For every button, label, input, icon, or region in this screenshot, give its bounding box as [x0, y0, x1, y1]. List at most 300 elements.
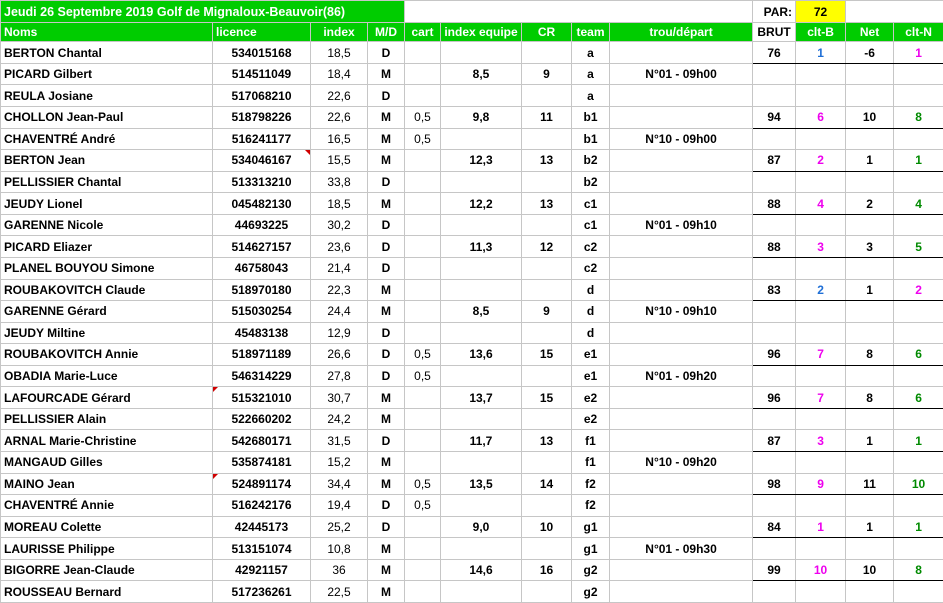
cell-cltn[interactable] — [894, 214, 943, 236]
cell-idxe[interactable]: 13,5 — [441, 473, 522, 495]
cell-idxe[interactable]: 9,0 — [441, 516, 522, 538]
cell-brut[interactable]: 96 — [753, 387, 796, 409]
cell-team[interactable]: f1 — [572, 430, 610, 452]
cell-cltb[interactable] — [796, 171, 846, 193]
cell-trou[interactable] — [610, 408, 753, 430]
cell-cr[interactable]: 15 — [522, 387, 572, 409]
cell-idx[interactable]: 22,6 — [311, 107, 368, 129]
cell-md[interactable]: M — [368, 128, 405, 150]
cell-md[interactable]: D — [368, 257, 405, 279]
cell-name[interactable]: PICARD Eliazer — [1, 236, 213, 258]
cell-brut[interactable]: 99 — [753, 559, 796, 581]
cell-md[interactable]: M — [368, 63, 405, 85]
cell-lic[interactable]: 542680171 — [213, 430, 311, 452]
cell-cltn[interactable]: 6 — [894, 344, 943, 366]
cell-cr[interactable]: 13 — [522, 150, 572, 172]
cell-cart[interactable] — [405, 538, 441, 560]
cell-idx[interactable]: 19,4 — [311, 495, 368, 517]
col-header-cart[interactable]: cart — [405, 23, 441, 42]
cell-md[interactable]: M — [368, 301, 405, 323]
cell-lic[interactable]: 546314229 — [213, 365, 311, 387]
cell-team[interactable]: d — [572, 279, 610, 301]
col-header-licence[interactable]: licence — [213, 23, 311, 42]
cell-cart[interactable] — [405, 193, 441, 215]
cell-net[interactable] — [846, 408, 894, 430]
cell-md[interactable]: D — [368, 171, 405, 193]
cell-trou[interactable] — [610, 236, 753, 258]
cell-name[interactable]: CHOLLON Jean-Paul — [1, 107, 213, 129]
cell-lic[interactable]: 42921157 — [213, 559, 311, 581]
cell-cr[interactable] — [522, 538, 572, 560]
cell-md[interactable]: D — [368, 322, 405, 344]
cell-cltb[interactable] — [796, 365, 846, 387]
cell-idx[interactable]: 12,9 — [311, 322, 368, 344]
cell-md[interactable]: M — [368, 581, 405, 603]
cell-trou[interactable] — [610, 473, 753, 495]
cell-lic[interactable]: 46758043 — [213, 257, 311, 279]
cell-lic[interactable]: 518798226 — [213, 107, 311, 129]
cell-trou[interactable]: N°01 - 09h20 — [610, 365, 753, 387]
cell-idx[interactable]: 15,5 — [311, 150, 368, 172]
cell-cart[interactable]: 0,5 — [405, 365, 441, 387]
cell-trou[interactable] — [610, 430, 753, 452]
cell-net[interactable]: 3 — [846, 236, 894, 258]
cell-cltn[interactable] — [894, 128, 943, 150]
par-label[interactable]: PAR: — [753, 1, 796, 23]
cell-brut[interactable]: 87 — [753, 430, 796, 452]
cell-cart[interactable]: 0,5 — [405, 344, 441, 366]
cell-brut[interactable] — [753, 452, 796, 474]
cell-cltn[interactable]: 1 — [894, 430, 943, 452]
cell-idxe[interactable] — [441, 171, 522, 193]
cell-cart[interactable] — [405, 408, 441, 430]
cell-brut[interactable] — [753, 214, 796, 236]
cell-idxe[interactable] — [441, 279, 522, 301]
cell-cltb[interactable]: 7 — [796, 344, 846, 366]
cell-team[interactable]: e1 — [572, 344, 610, 366]
cell-lic[interactable]: 517236261 — [213, 581, 311, 603]
cell-trou[interactable] — [610, 322, 753, 344]
cell-cart[interactable] — [405, 559, 441, 581]
cell-md[interactable]: M — [368, 452, 405, 474]
cell-idx[interactable]: 36 — [311, 559, 368, 581]
cell-cltn[interactable]: 1 — [894, 516, 943, 538]
cell-cltn[interactable] — [894, 63, 943, 85]
cell-idx[interactable]: 18,4 — [311, 63, 368, 85]
cell-idxe[interactable]: 11,3 — [441, 236, 522, 258]
cell-cltb[interactable] — [796, 257, 846, 279]
cell-team[interactable]: a — [572, 42, 610, 64]
cell-lic[interactable]: 45483138 — [213, 322, 311, 344]
cell-cltn[interactable] — [894, 365, 943, 387]
cell-md[interactable]: D — [368, 516, 405, 538]
cell-idx[interactable]: 21,4 — [311, 257, 368, 279]
cell-brut[interactable] — [753, 128, 796, 150]
cell-team[interactable]: g1 — [572, 538, 610, 560]
cell-team[interactable]: f2 — [572, 473, 610, 495]
cell-lic[interactable]: 514511049 — [213, 63, 311, 85]
cell-trou[interactable] — [610, 171, 753, 193]
cell-cr[interactable]: 9 — [522, 63, 572, 85]
cell-trou[interactable] — [610, 85, 753, 107]
cell-team[interactable]: b2 — [572, 171, 610, 193]
cell-cltn[interactable] — [894, 581, 943, 603]
cell-net[interactable]: 1 — [846, 430, 894, 452]
cell-lic[interactable]: 515030254 — [213, 301, 311, 323]
cell-name[interactable]: CHAVENTRÉ Annie — [1, 495, 213, 517]
cell-cltb[interactable]: 3 — [796, 236, 846, 258]
cell-md[interactable]: D — [368, 430, 405, 452]
cell-trou[interactable] — [610, 279, 753, 301]
cell-name[interactable]: ROUBAKOVITCH Annie — [1, 344, 213, 366]
cell-net[interactable] — [846, 538, 894, 560]
cell-cltn[interactable]: 5 — [894, 236, 943, 258]
cell-cltb[interactable]: 1 — [796, 516, 846, 538]
cell-cr[interactable]: 13 — [522, 193, 572, 215]
title-spacer[interactable] — [405, 1, 753, 23]
cell-cr[interactable] — [522, 257, 572, 279]
cell-cltn[interactable]: 8 — [894, 559, 943, 581]
cell-md[interactable]: M — [368, 473, 405, 495]
cell-md[interactable]: M — [368, 193, 405, 215]
cell-cltn[interactable]: 6 — [894, 387, 943, 409]
cell-trou[interactable]: N°10 - 09h20 — [610, 452, 753, 474]
cell-md[interactable]: M — [368, 279, 405, 301]
cell-trou[interactable]: N°01 - 09h30 — [610, 538, 753, 560]
cell-lic[interactable]: 534046167 — [213, 150, 311, 172]
cell-brut[interactable]: 76 — [753, 42, 796, 64]
cell-lic[interactable]: 514627157 — [213, 236, 311, 258]
cell-md[interactable]: M — [368, 150, 405, 172]
cell-lic[interactable]: 515321010 — [213, 387, 311, 409]
cell-lic[interactable]: 535874181 — [213, 452, 311, 474]
cell-idxe[interactable] — [441, 452, 522, 474]
cell-cltn[interactable] — [894, 322, 943, 344]
cell-idxe[interactable] — [441, 257, 522, 279]
cell-cltn[interactable] — [894, 85, 943, 107]
cell-idxe[interactable] — [441, 495, 522, 517]
cell-idx[interactable]: 22,5 — [311, 581, 368, 603]
cell-name[interactable]: LAFOURCADE Gérard — [1, 387, 213, 409]
cell-net[interactable] — [846, 581, 894, 603]
cell-trou[interactable] — [610, 150, 753, 172]
col-header-cltn[interactable]: clt-N — [894, 23, 943, 42]
cell-lic[interactable]: 42445173 — [213, 516, 311, 538]
cell-md[interactable]: D — [368, 42, 405, 64]
cell-cr[interactable] — [522, 322, 572, 344]
cell-cart[interactable] — [405, 236, 441, 258]
col-header-cr[interactable]: CR — [522, 23, 572, 42]
cell-trou[interactable]: N°01 - 09h10 — [610, 214, 753, 236]
cell-brut[interactable] — [753, 538, 796, 560]
col-header-net[interactable]: Net — [846, 23, 894, 42]
cell-md[interactable]: D — [368, 344, 405, 366]
cell-md[interactable]: D — [368, 214, 405, 236]
cell-trou[interactable] — [610, 42, 753, 64]
col-header-trou[interactable]: trou/départ — [610, 23, 753, 42]
cell-cart[interactable]: 0,5 — [405, 107, 441, 129]
cell-brut[interactable]: 87 — [753, 150, 796, 172]
cell-idxe[interactable] — [441, 581, 522, 603]
cell-idx[interactable]: 30,2 — [311, 214, 368, 236]
cell-cart[interactable] — [405, 322, 441, 344]
cell-cart[interactable]: 0,5 — [405, 495, 441, 517]
cell-idxe[interactable]: 8,5 — [441, 301, 522, 323]
col-header-brut[interactable]: BRUT — [753, 23, 796, 42]
cell-cr[interactable]: 9 — [522, 301, 572, 323]
cell-lic[interactable]: 517068210 — [213, 85, 311, 107]
cell-trou[interactable] — [610, 107, 753, 129]
cell-name[interactable]: PICARD Gilbert — [1, 63, 213, 85]
col-header-md[interactable]: M/D — [368, 23, 405, 42]
cell-name[interactable]: PELLISSIER Chantal — [1, 171, 213, 193]
cell-cart[interactable] — [405, 581, 441, 603]
cell-cr[interactable] — [522, 365, 572, 387]
cell-cltn[interactable] — [894, 538, 943, 560]
cell-trou[interactable]: N°10 - 09h10 — [610, 301, 753, 323]
cell-lic[interactable]: 524891174 — [213, 473, 311, 495]
cell-idxe[interactable]: 12,2 — [441, 193, 522, 215]
cell-idx[interactable]: 31,5 — [311, 430, 368, 452]
cell-name[interactable]: ARNAL Marie-Christine — [1, 430, 213, 452]
cell-cltn[interactable]: 4 — [894, 193, 943, 215]
cell-net[interactable] — [846, 257, 894, 279]
cell-name[interactable]: MAINO Jean — [1, 473, 213, 495]
cell-team[interactable]: f2 — [572, 495, 610, 517]
cell-net[interactable] — [846, 365, 894, 387]
cell-cart[interactable]: 0,5 — [405, 128, 441, 150]
title-spacer-right[interactable] — [846, 1, 943, 23]
cell-brut[interactable]: 94 — [753, 107, 796, 129]
cell-cltn[interactable]: 8 — [894, 107, 943, 129]
cell-team[interactable]: c1 — [572, 214, 610, 236]
cell-trou[interactable] — [610, 193, 753, 215]
cell-idx[interactable]: 33,8 — [311, 171, 368, 193]
cell-cltb[interactable] — [796, 452, 846, 474]
cell-idxe[interactable] — [441, 408, 522, 430]
cell-cr[interactable]: 12 — [522, 236, 572, 258]
cell-cart[interactable] — [405, 85, 441, 107]
cell-team[interactable]: f1 — [572, 452, 610, 474]
cell-trou[interactable] — [610, 257, 753, 279]
cell-cart[interactable]: 0,5 — [405, 473, 441, 495]
cell-idx[interactable]: 15,2 — [311, 452, 368, 474]
cell-name[interactable]: ROUBAKOVITCH Claude — [1, 279, 213, 301]
cell-brut[interactable]: 83 — [753, 279, 796, 301]
cell-cltb[interactable] — [796, 85, 846, 107]
cell-cr[interactable] — [522, 495, 572, 517]
cell-name[interactable]: BERTON Chantal — [1, 42, 213, 64]
cell-cltb[interactable] — [796, 63, 846, 85]
cell-idxe[interactable] — [441, 128, 522, 150]
cell-idxe[interactable] — [441, 322, 522, 344]
cell-brut[interactable] — [753, 365, 796, 387]
cell-net[interactable]: -6 — [846, 42, 894, 64]
cell-cltn[interactable]: 1 — [894, 150, 943, 172]
cell-idxe[interactable] — [441, 214, 522, 236]
cell-cltb[interactable]: 4 — [796, 193, 846, 215]
cell-cltb[interactable]: 3 — [796, 430, 846, 452]
cell-brut[interactable]: 96 — [753, 344, 796, 366]
cell-brut[interactable]: 88 — [753, 236, 796, 258]
cell-cltb[interactable]: 1 — [796, 42, 846, 64]
cell-team[interactable]: a — [572, 63, 610, 85]
col-header-index[interactable]: index — [311, 23, 368, 42]
cell-lic[interactable]: 518970180 — [213, 279, 311, 301]
cell-name[interactable]: BIGORRE Jean-Claude — [1, 559, 213, 581]
cell-name[interactable]: PLANEL BOUYOU Simone — [1, 257, 213, 279]
cell-brut[interactable] — [753, 257, 796, 279]
cell-brut[interactable] — [753, 581, 796, 603]
cell-team[interactable]: e1 — [572, 365, 610, 387]
cell-brut[interactable]: 88 — [753, 193, 796, 215]
cell-brut[interactable] — [753, 301, 796, 323]
cell-cltb[interactable] — [796, 301, 846, 323]
cell-name[interactable]: MANGAUD Gilles — [1, 452, 213, 474]
cell-idx[interactable]: 10,8 — [311, 538, 368, 560]
cell-md[interactable]: D — [368, 495, 405, 517]
cell-cltb[interactable]: 9 — [796, 473, 846, 495]
cell-cart[interactable] — [405, 150, 441, 172]
cell-md[interactable]: M — [368, 387, 405, 409]
cell-cr[interactable] — [522, 85, 572, 107]
cell-net[interactable]: 10 — [846, 107, 894, 129]
cell-brut[interactable]: 98 — [753, 473, 796, 495]
cell-name[interactable]: GARENNE Gérard — [1, 301, 213, 323]
cell-idx[interactable]: 18,5 — [311, 42, 368, 64]
cell-cart[interactable] — [405, 430, 441, 452]
sheet-title[interactable]: Jeudi 26 Septembre 2019 Golf de Mignaloux-Beauvoir(86) — [1, 1, 405, 23]
cell-team[interactable]: b1 — [572, 128, 610, 150]
cell-idx[interactable]: 25,2 — [311, 516, 368, 538]
cell-idxe[interactable]: 9,8 — [441, 107, 522, 129]
cell-trou[interactable] — [610, 559, 753, 581]
cell-cltb[interactable] — [796, 495, 846, 517]
cell-cart[interactable] — [405, 301, 441, 323]
cell-net[interactable]: 2 — [846, 193, 894, 215]
cell-idxe[interactable]: 8,5 — [441, 63, 522, 85]
cell-name[interactable]: OBADIA Marie-Luce — [1, 365, 213, 387]
cell-name[interactable]: PELLISSIER Alain — [1, 408, 213, 430]
cell-cltn[interactable] — [894, 452, 943, 474]
cell-cr[interactable] — [522, 581, 572, 603]
cell-cltb[interactable]: 2 — [796, 279, 846, 301]
cell-idxe[interactable] — [441, 85, 522, 107]
cell-net[interactable] — [846, 452, 894, 474]
cell-name[interactable]: BERTON Jean — [1, 150, 213, 172]
cell-cr[interactable]: 10 — [522, 516, 572, 538]
cell-brut[interactable] — [753, 63, 796, 85]
cell-idx[interactable]: 16,5 — [311, 128, 368, 150]
cell-name[interactable]: REULA Josiane — [1, 85, 213, 107]
cell-brut[interactable] — [753, 171, 796, 193]
cell-cr[interactable] — [522, 42, 572, 64]
cell-cart[interactable] — [405, 257, 441, 279]
cell-cltb[interactable]: 10 — [796, 559, 846, 581]
cell-team[interactable]: g2 — [572, 559, 610, 581]
col-header-cltb[interactable]: clt-B — [796, 23, 846, 42]
cell-team[interactable]: c2 — [572, 236, 610, 258]
cell-brut[interactable] — [753, 408, 796, 430]
cell-trou[interactable] — [610, 495, 753, 517]
cell-team[interactable]: d — [572, 301, 610, 323]
cell-team[interactable]: c2 — [572, 257, 610, 279]
cell-cr[interactable]: 15 — [522, 344, 572, 366]
cell-name[interactable]: JEUDY Miltine — [1, 322, 213, 344]
cell-name[interactable]: LAURISSE Philippe — [1, 538, 213, 560]
cell-net[interactable] — [846, 495, 894, 517]
cell-idxe[interactable] — [441, 538, 522, 560]
cell-team[interactable]: e2 — [572, 387, 610, 409]
cell-idx[interactable]: 24,4 — [311, 301, 368, 323]
col-header-team[interactable]: team — [572, 23, 610, 42]
cell-idxe[interactable]: 14,6 — [441, 559, 522, 581]
cell-lic[interactable]: 045482130 — [213, 193, 311, 215]
cell-net[interactable]: 8 — [846, 344, 894, 366]
cell-idxe[interactable] — [441, 365, 522, 387]
cell-cltn[interactable] — [894, 171, 943, 193]
cell-cr[interactable]: 14 — [522, 473, 572, 495]
cell-team[interactable]: a — [572, 85, 610, 107]
cell-name[interactable]: MOREAU Colette — [1, 516, 213, 538]
cell-md[interactable]: M — [368, 559, 405, 581]
comment-marker-icon[interactable] — [305, 150, 310, 155]
cell-idx[interactable]: 26,6 — [311, 344, 368, 366]
cell-cltb[interactable] — [796, 408, 846, 430]
cell-cart[interactable] — [405, 42, 441, 64]
cell-md[interactable]: D — [368, 365, 405, 387]
cell-team[interactable]: g1 — [572, 516, 610, 538]
col-header-noms[interactable]: Noms — [1, 23, 213, 42]
cell-cr[interactable]: 11 — [522, 107, 572, 129]
cell-net[interactable]: 11 — [846, 473, 894, 495]
cell-cltb[interactable]: 7 — [796, 387, 846, 409]
cell-idx[interactable]: 27,8 — [311, 365, 368, 387]
cell-cltn[interactable] — [894, 301, 943, 323]
comment-marker-icon[interactable] — [213, 387, 218, 392]
cell-lic[interactable]: 44693225 — [213, 214, 311, 236]
cell-name[interactable]: ROUSSEAU Bernard — [1, 581, 213, 603]
cell-idx[interactable]: 18,5 — [311, 193, 368, 215]
cell-team[interactable]: d — [572, 322, 610, 344]
cell-cr[interactable] — [522, 171, 572, 193]
cell-cart[interactable] — [405, 279, 441, 301]
cell-net[interactable]: 10 — [846, 559, 894, 581]
cell-cr[interactable] — [522, 128, 572, 150]
cell-idxe[interactable]: 11,7 — [441, 430, 522, 452]
cell-cltb[interactable] — [796, 581, 846, 603]
cell-cart[interactable] — [405, 452, 441, 474]
cell-name[interactable]: JEUDY Lionel — [1, 193, 213, 215]
cell-net[interactable]: 8 — [846, 387, 894, 409]
col-header-index-equipe[interactable]: index equipe — [441, 23, 522, 42]
comment-marker-icon[interactable] — [213, 474, 218, 479]
cell-net[interactable] — [846, 214, 894, 236]
cell-lic[interactable]: 513313210 — [213, 171, 311, 193]
cell-trou[interactable]: N°01 - 09h00 — [610, 63, 753, 85]
cell-cltn[interactable] — [894, 408, 943, 430]
cell-cart[interactable] — [405, 387, 441, 409]
cell-lic[interactable]: 518971189 — [213, 344, 311, 366]
cell-idxe[interactable] — [441, 42, 522, 64]
cell-name[interactable]: CHAVENTRÉ André — [1, 128, 213, 150]
cell-net[interactable] — [846, 63, 894, 85]
cell-net[interactable] — [846, 85, 894, 107]
cell-cart[interactable] — [405, 171, 441, 193]
cell-net[interactable] — [846, 322, 894, 344]
cell-cltn[interactable] — [894, 257, 943, 279]
par-value[interactable]: 72 — [796, 1, 846, 23]
